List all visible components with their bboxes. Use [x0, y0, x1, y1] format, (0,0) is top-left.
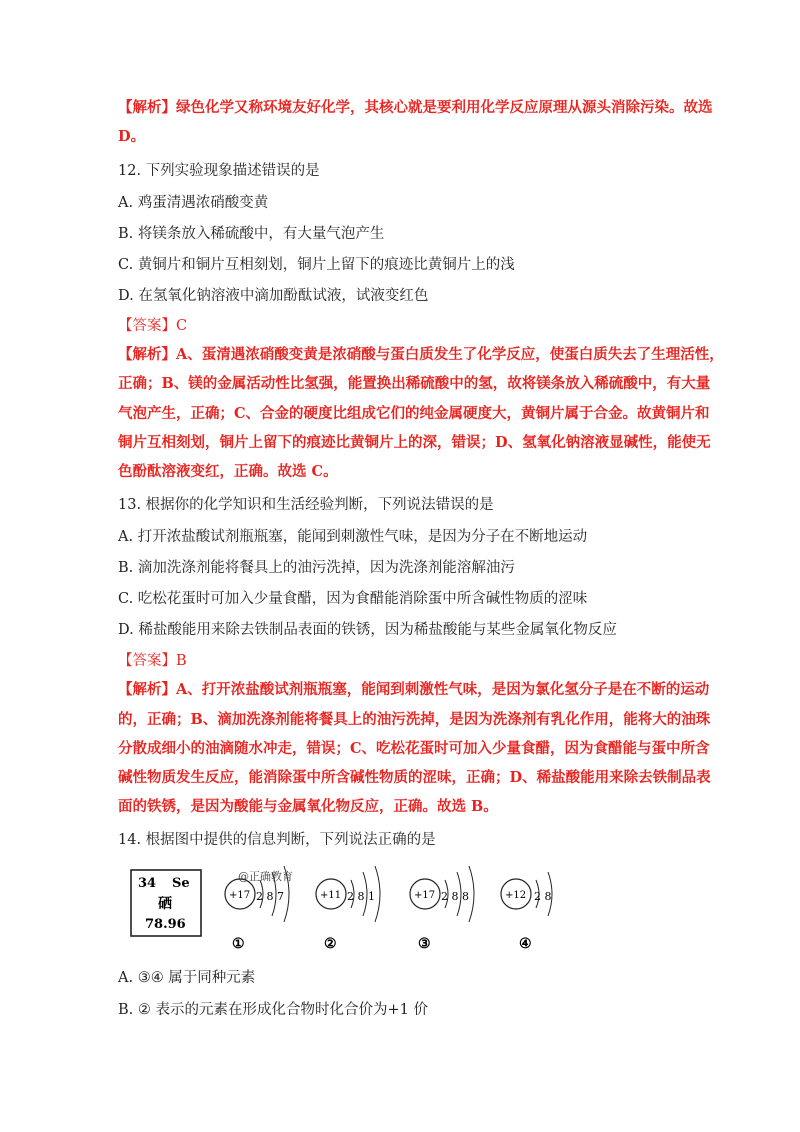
q13-question: 13. 根据你的化学知识和生活经验判断，下列说法错误的是 — [118, 497, 494, 513]
atom-1-nucleus: +17 — [229, 890, 251, 901]
element-number: 34 — [138, 876, 157, 891]
q14-option-a: A. ③④ 属于同种元素 — [118, 970, 256, 986]
q13-option-b: B. 滴加洗涤剂能将餐具上的油污洗掉，因为洗涤剂能溶解油污 — [118, 560, 515, 576]
q13-analysis-line-3: 分散成细小的油滴随水冲走，错误；C、吃松花蛋时可加入少量食醋，因为食醋能与蛋中所含 — [118, 740, 710, 757]
q12-analysis-line-4: 铜片互相刻划，铜片上留下的痕迹比黄铜片上的深，错误；D、氢氧化钠溶液显碱性，能使无 — [118, 434, 711, 451]
q13-option-d: D. 稀盐酸能用来除去铁制品表面的铁锈，因为稀盐酸能与某些金属氧化物反应 — [118, 622, 617, 638]
q12-answer: 【答案】C — [118, 318, 188, 334]
q13-analysis-line-4: 碱性物质发生反应，能消除蛋中所含碱性物质的涩味，正确；D、稀盐酸能用来除去铁制品表 — [118, 769, 711, 786]
q12-analysis-line-3: 气泡产生，正确；C、合金的硬度比组成它们的纯金属硬度大，黄铜片属于合金。故黄铜片和 — [118, 405, 710, 422]
q14-option-b: B. ② 表示的元素在形成化合物时化合价为+1 价 — [118, 1002, 428, 1018]
atom-4-shells: 2 8 — [534, 890, 552, 903]
q13-analysis-line-5: 面的铁锈，是因为酸能与金属氧化物反应，正确。故选 B。 — [118, 798, 498, 815]
element-card — [131, 870, 201, 936]
q11-analysis-line-1: 【解析】绿色化学又称环境友好化学，其核心就是要利用化学反应原理从源头消除污染。故选 — [118, 99, 713, 116]
q13-option-a: A. 打开浓盐酸试剂瓶瓶塞，能闻到刺激性气味，是因为分子在不断地运动 — [118, 529, 588, 545]
q12-analysis-line-1: 【解析】A、蛋清遇浓硝酸变黄是浓硝酸与蛋白质发生了化学反应，使蛋白质失去了生理活性， — [118, 346, 724, 363]
element-symbol: Se — [172, 876, 190, 891]
atom-4-nucleus: +12 — [505, 890, 527, 901]
atom-4-label: ④ — [519, 936, 532, 952]
atom-1-label: ① — [232, 936, 245, 952]
q14-figure — [128, 858, 568, 958]
watermark: @正确教育 — [238, 870, 293, 883]
atom-1-shells: 2 8 7 — [256, 890, 284, 903]
atom-structure-diagram — [128, 858, 568, 958]
q13-option-c: C. 吃松花蛋时可加入少量食醋，因为食醋能消除蛋中所含碱性物质的涩味 — [118, 591, 588, 607]
q12-option-d: D. 在氢氧化钠溶液中滴加酚酞试液，试液变红色 — [118, 288, 429, 304]
q13-analysis-line-2: 的，正确；B、滴加洗涤剂能将餐具上的油污洗掉，是因为洗涤剂有乳化作用，能将大的油珠 — [118, 711, 711, 728]
q13-answer: 【答案】B — [118, 653, 187, 669]
atom-2-shells: 2 8 1 — [347, 890, 375, 903]
atom-3-shells: 2 8 8 — [441, 890, 469, 903]
atom-diagram-4 — [501, 872, 552, 952]
q12-analysis-line-5: 色酚酞溶液变红，正确。故选 C。 — [118, 463, 338, 480]
element-mass: 78.96 — [145, 917, 186, 932]
atom-2-nucleus: +11 — [320, 890, 342, 901]
q12-question: 12. 下列实验现象描述错误的是 — [118, 163, 320, 179]
atom-3-label: ③ — [418, 936, 431, 952]
q11-analysis-line-2: D。 — [118, 128, 146, 145]
element-name: 硒 — [158, 896, 172, 912]
atom-diagram-2 — [316, 866, 380, 952]
q12-option-b: B. 将镁条放入稀硫酸中，有大量气泡产生 — [118, 226, 385, 242]
atom-2-label: ② — [324, 936, 337, 952]
atom-diagram-3 — [410, 866, 474, 952]
q12-option-a: A. 鸡蛋清遇浓硝酸变黄 — [118, 195, 269, 211]
q14-question: 14. 根据图中提供的信息判断，下列说法正确的是 — [118, 832, 436, 848]
q12-analysis-line-2: 正确；B、镁的金属活动性比氢强，能置换出稀硫酸中的氢，故将镁条放入稀硫酸中，有大量 — [118, 375, 711, 392]
atom-3-nucleus: +17 — [414, 890, 436, 901]
q13-analysis-line-1: 【解析】A、打开浓盐酸试剂瓶瓶塞，能闻到刺激性气味，是因为氯化氢分子是在不断的运动 — [118, 681, 710, 698]
q12-option-c: C. 黄铜片和铜片互相刻划，铜片上留下的痕迹比黄铜片上的浅 — [118, 257, 515, 273]
